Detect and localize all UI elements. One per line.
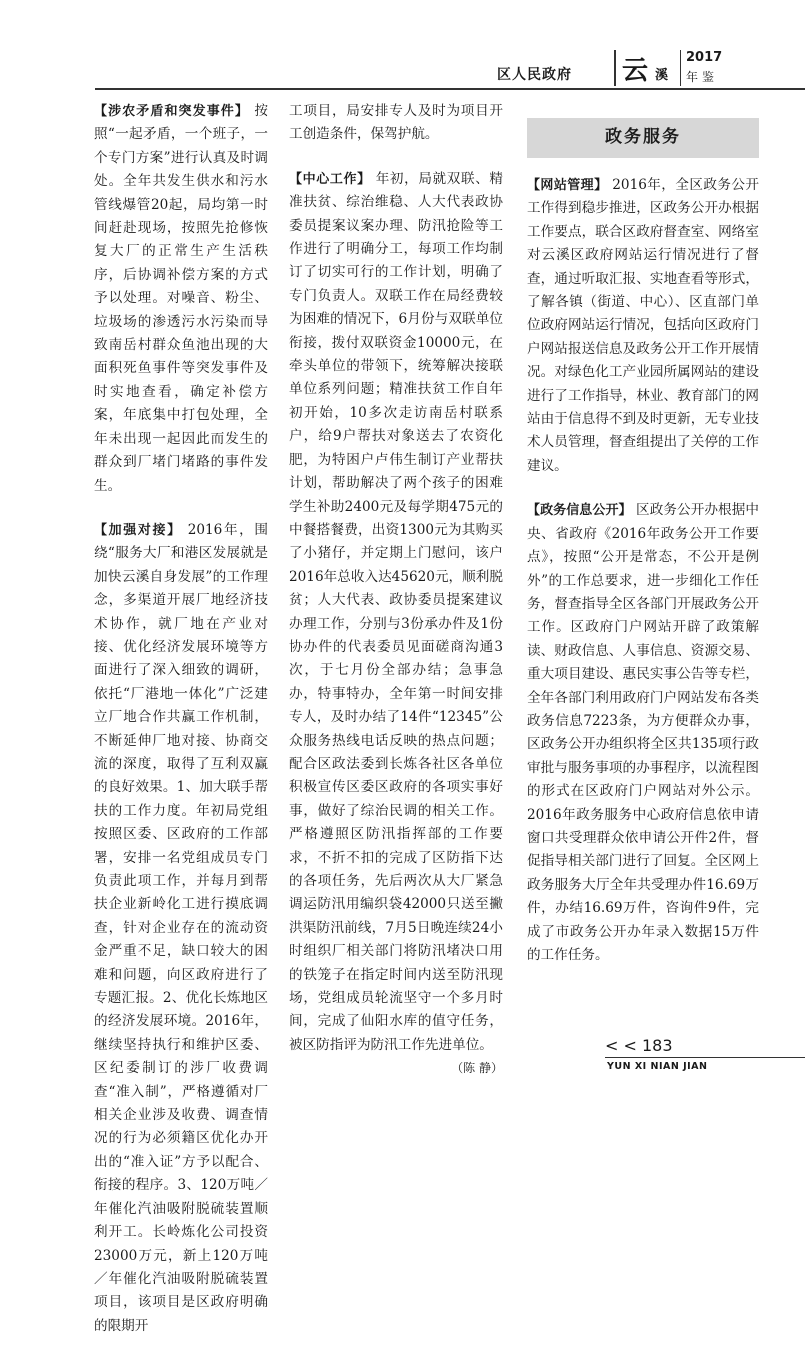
- column-3: [527, 100, 759, 988]
- paragraph-text: 工项目，局安排专人及时为项目开工创造条件，保驾护航。: [289, 103, 503, 143]
- paragraph-text: 2016年，全区政务公开工作得到稳步推进，区政务公开办根据工作要点，联合区政府督查室、网络室对云溪区政府网站运行情况进行了督查，通过听取汇报、实地查看等形式，了解各镇（街道、中心）、区直部门单位政府网站运行情况，包括向区政府门户网站报送信息及政务公开工作开展情况。对绿色化工产业园所属网站的建设进行了工作指导，林业、教育部门的网站由于信息得不到及时更新，无专业技术人员管理，督查组提出了关停的工作建议。: [527, 177, 759, 474]
- paragraph-tag: 【加强对接】: [94, 522, 182, 538]
- column-2: [289, 100, 503, 1081]
- paragraph-tag: 【政务信息公开】: [527, 503, 632, 519]
- paragraph-tag: 【中心工作】: [289, 171, 371, 187]
- paragraph-tag: 【网站管理】: [527, 178, 608, 193]
- article-paragraph: [527, 174, 759, 478]
- header-divider-2: [680, 50, 681, 86]
- footer-rule: [605, 1057, 805, 1058]
- footer-pinyin: YUN XI NIAN JIAN: [607, 1061, 708, 1072]
- paragraph-text: 年初，局就双联、精准扶贫、综治维稳、人大代表政协委员提案议案办理、防汛抢险等工作进行了明确分工，每项工作均制订了切实可行的工作计划，明确了专门负责人。双联工作在局经费较为困难的情况下，6月份与双联单位衔接，拨付双联资金10000元，在牵头单位的带领下，统筹解决接联单位系列问题；精准扶贫工作自年初开始，10多次走访南岳村联系户，给9户帮扶对象送去了农资化肥，为特困户卢伟生制订产业帮扶计划，帮助解决了两个孩子的困难学生补助2400元及每学期475元的中餐搭餐费，出资1300元为其购买了小猪仔，并定期上门慰问，该户2016年总收入达45620元，顺利脱贫；人大代表、政协委员提案建议办理工作，分别与3份承办件及1份协办件的代表委员见面磋商沟通3次，于七月份全部办结；急事急办，特事特办，全年第一时间安排专人，及时办结了14件“12345”公众服务热线电话反映的热点问题；配合区政法委到长炼各社区各单位积极宣传区委区政府的各项实事好事，做好了综治民调的相关工作。严格遵照区防汛指挥部的工作要求，不折不扣的完成了区防指下达的各项任务，先后两次从大厂紧急调运防汛用编织袋42000只送至撇洪渠防汛前线，7月5日晚连续24小时组织厂相关部门将防汛堵决口用的铁笼子在指定时间内送至防汛现场，党组成员轮流坚守一个多月时间，完成了仙阳水库的值守任务，被区防指评为防汛工作先进单位。: [289, 170, 503, 1053]
- paragraph-text: 区政务公开办根据中央、省政府《2016年政务公开工作要点》，按照“公开是常态，不公开是例外”的工作总要求，进一步细化工作任务，督查指导全区各部门开展政务公开工作。区政府门户网站开辟了政策解读、财政信息、人事信息、资源交易、重大项目建设、惠民实事公告等专栏，全年各部门利用政府门户网站发布各类政务信息7223条，为方便群众办事，区政务公开办组织将全区共135项行政审批与服务事项的办事程序，以流程图的形式在区政府门户网站对外公示。2016年政务服务中心政府信息依申请窗口共受理群众依申请公开件2件，督促指导相关部门进行了回复。全区网上政务服务大厅全年共受理办件16.69万件，办结16.69万件，咨询件9件，完成了市政务公开办年录入数据15万件的工作任务。: [527, 502, 759, 963]
- paragraph-text: 按照“一起矛盾，一个班子，一个专门方案”进行认真及时调处。全年共发生供水和污水管线爆管20起，局均第一时间赶赴现场，按照先抢修恢复大厂的正常生产生活秩序，后协调补偿方案的方式予以处理。对噪音、粉尘、垃圾场的渗透污水污染而导致南岳村群众鱼池出现的大面积死鱼事件等突发事件及时实地查看，确定补偿方案，年底集中打包处理，全年未出现一起因此而发生的群众到厂堵门堵路的事件发生。: [94, 103, 268, 494]
- paragraph-text: 2016年，围绕“服务大厂和港区发展就是加快云溪自身发展”的工作理念，多渠道开展厂地经济技术协作，就厂地在产业对接、优化经济发展环境等方面进行了深入细致的调研，依托“厂港地一体化”广泛建立厂地合作共赢工作机制，不断延伸厂地对接、协商交流的深度，取得了互利双赢的良好效果。1、加大联手帮扶的工作力度。年初局党组按照区委、区政府的工作部署，安排一名党组成员专门负责此项工作，并每月到帮扶企业新岭化工进行摸底调查，针对企业存在的流动资金严重不足，缺口较大的困难和问题，向区政府进行了专题汇报。2、优化长炼地区的经济发展环境。2016年，继续坚持执行和维护区委、区纪委制订的涉厂收费调查“准入制”，严格遵循对厂相关企业涉及收费、调查情况的行为必须籍区优化办开出的“准入证”方予以配合、衔接的程序。3、120万吨／年催化汽油吸附脱硫装置顺利开工。长岭炼化公司投资23000万元，新上120万吨／年催化汽油吸附脱硫装置项目，该项目是区政府明确的限期开: [94, 521, 268, 1334]
- logo-xi: 溪: [655, 68, 669, 83]
- header-year: 2017: [686, 50, 723, 65]
- header-section-title: 区人民政府: [497, 67, 572, 83]
- header-yearbook: 年鉴: [686, 70, 719, 84]
- article-paragraph: [527, 499, 759, 967]
- paragraph-tag: 【涉农矛盾和突发事件】: [94, 104, 249, 119]
- page-header: [0, 0, 805, 96]
- article-paragraph: [94, 100, 268, 498]
- logo-yun: 云: [622, 56, 649, 86]
- header-rule: [95, 88, 805, 90]
- article-paragraph: [94, 519, 268, 1338]
- column-1: [94, 100, 268, 1359]
- section-heading: 政务服务: [527, 118, 759, 158]
- header-divider: [614, 50, 616, 86]
- article-paragraph: [289, 100, 503, 147]
- page-number: < < 183: [605, 1036, 673, 1055]
- author-credit: （陈 静）: [451, 1061, 503, 1076]
- yunxi-logo: [622, 52, 677, 84]
- article-paragraph: [289, 168, 503, 1057]
